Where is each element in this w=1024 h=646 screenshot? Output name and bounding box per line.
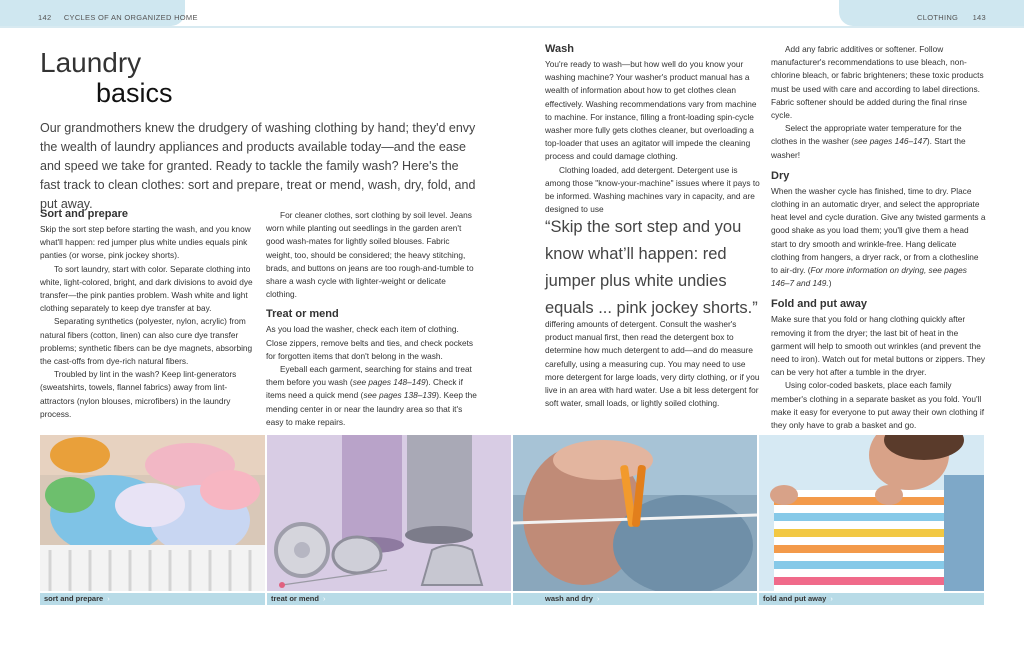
caption-arrow-icon: › xyxy=(322,594,326,603)
caption-bar xyxy=(267,593,511,605)
header-rule xyxy=(0,26,1024,28)
caption-text: treat or mend xyxy=(271,594,319,603)
paragraph: Troubled by lint in the wash? Keep lint-generators (sweatshirts, towels, flannel fabrics) away from lint-attractors (nylon blouses, microfibers) in the laundry process. xyxy=(40,369,237,419)
paragraph: Using color-coded baskets, place each family member's clothing in a separate basket as you fold. You'll make it easy for everyone to put away their own clothing if they only have to grab a basket and go. xyxy=(771,380,985,431)
photo-sewing-supplies xyxy=(267,435,511,591)
caption-text: sort and prepare xyxy=(44,594,104,603)
header-right xyxy=(905,13,986,22)
paragraph: Clothing loaded, add detergent. Detergent use is among those "know-your-machine" issues where it pays to be informed. Washing machines vary in capacity, and are designed to use xyxy=(545,164,760,215)
page-reference: see pages 148–149 xyxy=(352,377,426,388)
caption-bar xyxy=(759,593,984,605)
page-number-left: 142 xyxy=(38,13,52,22)
pull-quote: “Skip the sort step and you know what’ll happen: red jumper plus white undies equals ... pink jockey shorts.” xyxy=(545,218,758,317)
title-line-2: basics xyxy=(96,78,173,108)
paragraph: Add any fabric additives or softener. Follow manufacturer's recommendations to use bleach, non-chlorine bleach, or fabric brighteners; these toxic products must be used with care and according to label directions. Fabric softener should be added during the final rinse cycle. xyxy=(771,44,984,121)
paragraph: Make sure that you fold or hang clothing quickly after removing it from the dryer; the last bit of heat in the garment will help to smooth out wrinkles (and prevent the need to iron). Watch out for metal buttons or zippers. They can be very hot after a tumble in the dryer. xyxy=(771,314,985,378)
paragraph: To sort laundry, start with color. Separate clothing into white, light-colored, bright, and dark divisions to avoid dye transfer—the pink panties problem. Wash white and light clothing separately to keep dye transfer at bay. xyxy=(40,263,253,314)
paragraph: differing amounts of detergent. Consult the washer's product manual first, then read the detergent box to determine how much detergent to add—and do measure carefully, using a measuring cup. You may need to use more detergent for large loads, very dirty clothing, or if you live in an area with hard water. Use a bit less detergent for soft water, small loads, or lightly soiled clothing. xyxy=(545,319,760,409)
page-reference: For more information on drying, see pages 146–7 and 149. xyxy=(771,265,967,289)
paragraph: For cleaner clothes, sort clothing by soil level. Jeans worn while planting out seedlings in the garden aren't good wash-mates for lightly soiled blouses. Fabric weight, too, should be considered; the heavy stitching, brads, and buttons on jeans are too rough-and-tumble to share a wash cycle with lighter-weight or delicate clothing. xyxy=(266,210,474,300)
caption-arrow-icon: › xyxy=(830,594,833,603)
caption-text: fold and put away xyxy=(763,594,827,603)
column-4 xyxy=(771,43,987,432)
photo-laundry-basket xyxy=(40,435,265,591)
caption-text: wash and dry xyxy=(545,594,593,603)
heading-sort-and-prepare: Sort and prepare xyxy=(40,208,129,220)
column-1 xyxy=(40,208,256,421)
title-line-1: Laundry xyxy=(40,47,142,78)
caption-arrow-icon: › xyxy=(596,594,600,603)
page-number-right: 143 xyxy=(972,13,986,22)
paragraph: Separating synthetics (polyester, nylon, acrylic) from natural fibers (cotton, linen) can also cure dye transfer problems; synthetic fibers can be dye magnets, absorbing the cast-offs from dye-rich natural fibers. xyxy=(40,316,253,367)
heading-wash: Wash xyxy=(545,43,574,55)
running-title-left: CYCLES OF AN ORGANIZED HOME xyxy=(63,13,198,22)
caption-bar xyxy=(40,593,265,605)
heading-dry: Dry xyxy=(771,169,790,182)
column-3 xyxy=(545,43,760,216)
paragraph: Eyeball each garment, searching for stains and treat them before you wash (see pages 148–149). Check if items need a quick mend (see pages 138–139). Keep the mending center in or near the laundry area so that it's easy to make repairs. xyxy=(266,364,477,427)
paragraph: Select the appropriate water temperature for the clothes in the washer (see pages 146–147). Start the washer! xyxy=(771,123,966,160)
paragraph: Skip the sort step before starting the wash, and you know what'll happen: red jumper plus white undies equals pink panties (or worse, pink jockey shorts). xyxy=(40,224,251,261)
column-3-continued xyxy=(545,318,760,410)
intro-paragraph: Our grandmothers knew the drudgery of washing clothing by hand; they'd envy the wealth of laundry appliances and products available today—and the ease and speed we take for granted. Ready to tackle the family wash? Here's the fast track to clean clothes: sort and prepare, treat or mend, wash, dry, fold, and put away. xyxy=(40,121,476,211)
photo-clothespin xyxy=(513,435,757,591)
photo-folding-towel xyxy=(759,435,984,591)
heading-treat-or-mend: Treat or mend xyxy=(266,308,339,321)
running-title-right: CLOTHING xyxy=(917,13,959,22)
caption-bar xyxy=(513,593,757,605)
page-reference: see pages 138–139 xyxy=(363,390,437,401)
paragraph: You're ready to wash—but how well do you know your washing machine? Your washer's product manual has a wealth of information about how to get clothes clean effectively. Washing recommendations vary from machine to machine. For instance, filling a front-loading spin-cycle washer more fully gets clothes cleaner, but overloading a top-loader that uses an agitator will impede the cleaning process and could damage clothing. xyxy=(545,59,757,162)
paragraph: As you load the washer, check each item of clothing. Close zippers, remove belts and ties, and check pockets for forgotten items that don't belong in the wash. xyxy=(266,324,474,361)
heading-fold-and-put-away: Fold and put away xyxy=(771,298,867,311)
page-title xyxy=(40,48,173,108)
paragraph: When the washer cycle has finished, time to dry. Place clothing in an automatic dryer, and select the appropriate heat level and cycle duration. Give any twisted garments a good shake as you load them; you'll give them a head start to dry smooth and wrinkle-free. Hang delicate clothing from hangers, a dryer rack, or from a clothesline to air-dry. (For more information on drying, see pages 146–7 and 149.) xyxy=(771,185,986,289)
column-2 xyxy=(266,209,478,429)
header-left xyxy=(38,13,208,22)
page-reference: see pages 146–147 xyxy=(854,136,927,147)
caption-arrow-icon: › xyxy=(107,594,110,603)
